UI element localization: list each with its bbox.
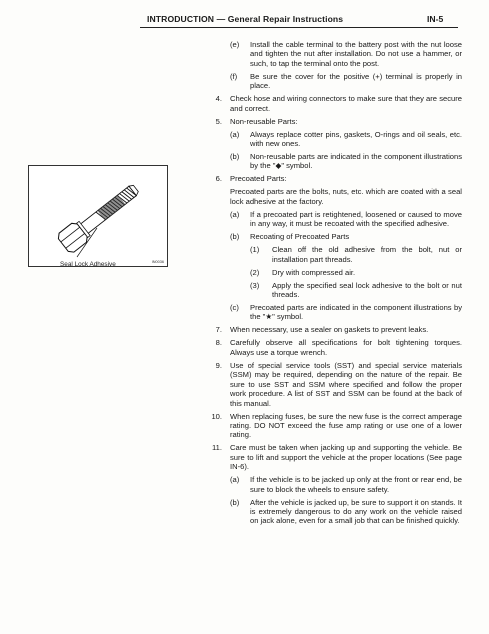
page-number: IN-5 xyxy=(427,14,444,24)
item-number: (f) xyxy=(230,71,238,81)
item-number: (3) xyxy=(250,280,260,290)
item-text: Recoating of Precoated Parts xyxy=(250,232,350,242)
list-item xyxy=(204,210,462,229)
item-number: (a) xyxy=(230,475,240,485)
item-number: 11. xyxy=(212,443,222,453)
bolt-illustration xyxy=(28,165,168,267)
header-rule xyxy=(140,27,458,28)
item-number: 8. xyxy=(215,338,222,348)
list-item xyxy=(204,174,462,183)
item-number: (a) xyxy=(230,209,240,219)
item-text: Clean off the old adhesive from the bolt, nut or installation part threads. xyxy=(272,245,462,264)
page-header xyxy=(0,8,489,30)
item-number: 7. xyxy=(215,325,222,335)
instructions-list xyxy=(204,40,462,529)
list-item xyxy=(204,130,462,149)
item-number: 9. xyxy=(215,360,222,370)
item-number: (c) xyxy=(230,303,239,313)
item-text: Carefully observe all specifications for bolt tightening torques. Always use a torque wrench. xyxy=(230,338,462,357)
item-text: Precoated parts are indicated in the component illustrations by the "★" symbol. xyxy=(250,303,462,322)
item-text: After the vehicle is jacked up, be sure to support it on stands. It is extremely dangerous to do any work on the vehicle raised on jack alone, even for a small job that can be finished quickly. xyxy=(250,497,462,526)
header-title: INTRODUCTION — General Repair Instructions xyxy=(147,14,344,24)
item-text: Precoated Parts: xyxy=(230,174,287,184)
list-item xyxy=(204,40,462,68)
item-text: Always replace cotter pins, gaskets, O-rings and oil seals, etc. with new ones. xyxy=(250,129,462,149)
list-item xyxy=(204,152,462,171)
item-text: When replacing fuses, be sure the new fuse is the correct amperage rating. DO NOT exceed the fuse amp rating or use one of a lower rating. xyxy=(230,411,462,440)
list-item xyxy=(204,443,462,471)
item-text: Use of special service tools (SST) and special service materials (SSM) may be required, depending on the nature of the repair. Be sure to use SST and SSM where specified and follow the proper work procedure. A list of SST and SSM can be found at the back of this manual. xyxy=(230,360,462,408)
bolt-drawing xyxy=(29,166,167,266)
item-number: (1) xyxy=(250,245,260,255)
item-text: If the vehicle is to be jacked up only at the front or rear end, be sure to block the wheels to ensure safety. xyxy=(250,475,462,494)
item-text: Check hose and wiring connectors to make sure that they are secure and correct. xyxy=(230,94,462,113)
item-text: Dry with compressed air. xyxy=(272,267,356,277)
item-number: (b) xyxy=(230,497,240,507)
item-text: If a precoated part is retightened, loosened or caused to move in any way, it must be recoated with the specified adhesive. xyxy=(250,209,462,229)
item-number: 4. xyxy=(215,94,222,104)
item-text: Be sure the cover for the positive (+) terminal is properly in place. xyxy=(250,71,462,91)
list-item xyxy=(204,498,462,526)
item-text: When necessary, use a sealer on gaskets to prevent leaks. xyxy=(230,325,429,335)
item-number: 10. xyxy=(211,411,222,421)
list-item xyxy=(204,268,462,277)
figure-caption: Seal Lock Adhesive xyxy=(60,261,116,268)
list-item xyxy=(204,281,462,300)
list-item xyxy=(204,475,462,494)
list-item xyxy=(204,94,462,113)
item-text: Install the cable terminal to the battery post with the nut loose and tighten the nut after installation. Do not use a hammer, or such, to tap the terminal onto the post. xyxy=(250,40,462,68)
item-text: Apply the specified seal lock adhesive to the bolt or nut threads. xyxy=(272,280,462,300)
item-number: (a) xyxy=(230,129,240,139)
list-item xyxy=(204,117,462,126)
list-item xyxy=(204,245,462,264)
item-text: Care must be taken when jacking up and supporting the vehicle. Be sure to lift and support the vehicle at the proper locations (See page IN-6). xyxy=(230,443,462,472)
item-text: Non-reusable parts are indicated in the component illustrations by the "◆" symbol. xyxy=(250,152,462,171)
list-item xyxy=(204,187,462,206)
list-item xyxy=(204,72,462,91)
item-number: 6. xyxy=(215,174,222,184)
list-item xyxy=(204,412,462,440)
item-text: Non-reusable Parts: xyxy=(230,116,298,126)
item-number: (2) xyxy=(250,267,260,277)
list-item xyxy=(204,361,462,408)
item-number: (e) xyxy=(230,40,240,49)
item-text: Precoated parts are the bolts, nuts, etc. which are coated with a seal lock adhesive at the factory. xyxy=(230,187,462,206)
item-number: 5. xyxy=(215,116,222,126)
item-number: (b) xyxy=(230,152,240,162)
list-item xyxy=(204,303,462,322)
item-number: (b) xyxy=(230,232,240,242)
list-item xyxy=(204,338,462,357)
list-item xyxy=(204,232,462,241)
figure-code: IN0036 xyxy=(151,260,164,264)
list-item xyxy=(204,325,462,334)
